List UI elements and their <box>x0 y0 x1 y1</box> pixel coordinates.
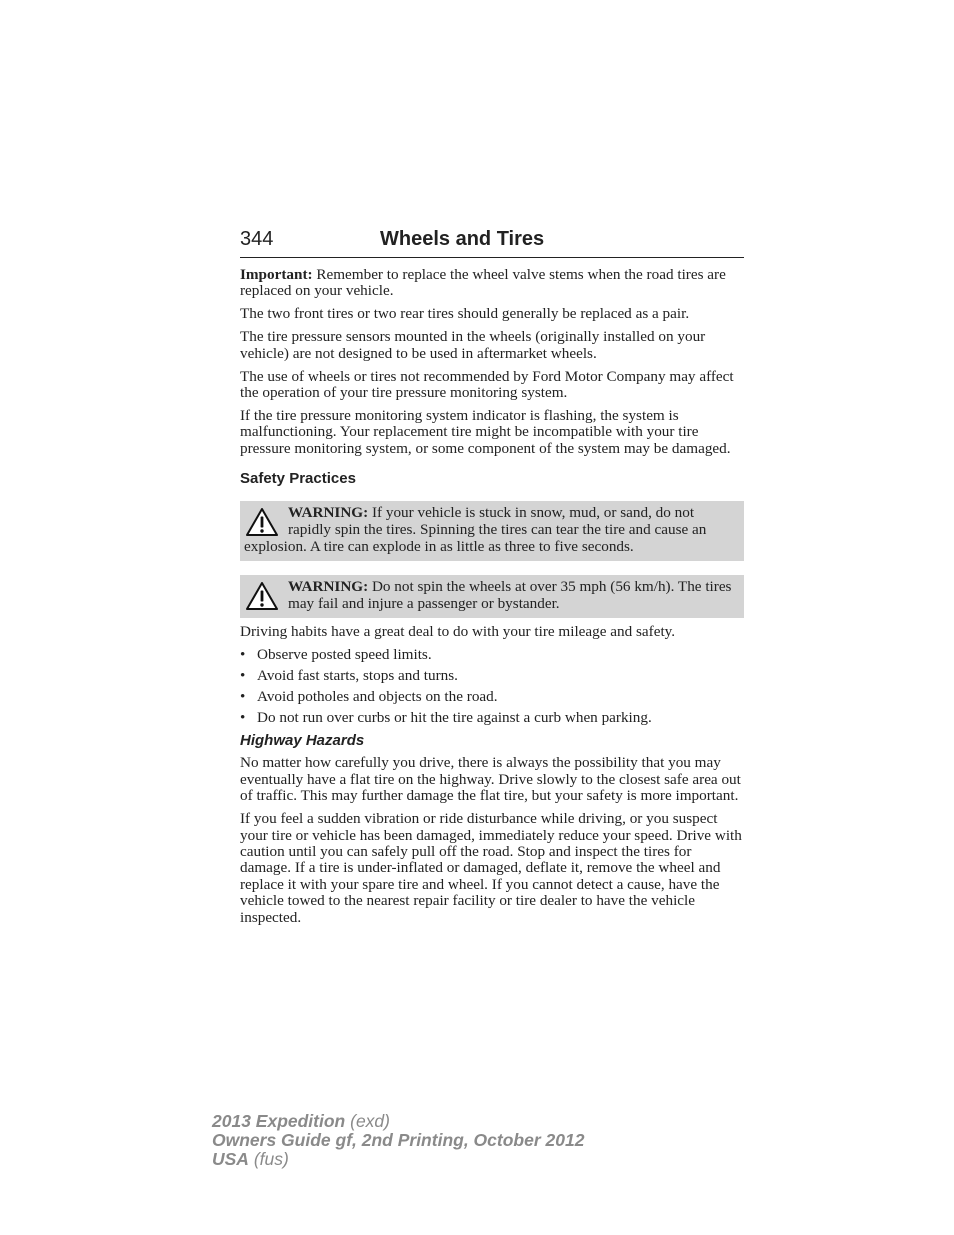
warning-label: WARNING: <box>288 578 369 596</box>
list-item <box>240 689 744 705</box>
bullet-icon: • <box>240 666 246 684</box>
footer-line <box>212 1131 584 1150</box>
paragraph: If the tire pressure monitoring system indicator is flashing, the system is malfunctioning. Your replacement tire might be incompatible with your tire pressure monitoring system, or some component of the system may be damaged. <box>240 406 731 457</box>
page-footer <box>212 1112 584 1169</box>
warning-text: Do not spin the wheels at over 35 mph (56 km/h). The tires may fail and injure a passenger or bystander. <box>288 578 732 613</box>
important-label: Important: <box>240 266 313 283</box>
list-item-text: Avoid fast starts, stops and turns. <box>257 666 458 684</box>
bullet-icon: • <box>240 708 246 726</box>
footer-printing: Owners Guide gf, 2nd Printing, October 2012 <box>212 1130 585 1150</box>
paragraph: The use of wheels or tires not recommended by Ford Motor Company may affect the operation of your tire pressure monitoring system. <box>240 367 734 401</box>
list-item-text: Do not run over curbs or hit the tire against a curb when parking. <box>257 708 652 726</box>
warning-label: WARNING: <box>288 504 369 522</box>
page-number: 344 <box>240 228 274 250</box>
bullet-icon: • <box>240 645 246 663</box>
paragraph: Driving habits have a great deal to do with your tire mileage and safety. <box>240 623 676 641</box>
bullet-icon: • <box>240 687 246 705</box>
warning-text: If your vehicle is stuck in snow, mud, or sand, do not rapidly spin the tires. Spinning the tires can tear the tire and cause an explosion. A tire can explode in as little as three to five seconds. <box>244 504 707 556</box>
warning-box <box>240 575 744 618</box>
list-item <box>240 710 744 726</box>
footer-model: 2013 Expedition <box>212 1111 346 1131</box>
manual-page <box>240 228 744 932</box>
list-item-text: Avoid potholes and objects on the road. <box>257 687 498 705</box>
footer-market: USA <box>212 1149 249 1169</box>
page-header <box>240 228 744 258</box>
paragraph: No matter how carefully you drive, there is always the possibility that you may eventually have a flat tire on the highway. Drive slowly to the closest safe area out of traffic. This may further damage the flat tire, but your safety is more important. <box>240 754 741 805</box>
bullet-list <box>240 647 744 726</box>
warning-triangle-icon <box>245 581 279 611</box>
list-item-text: Observe posted speed limits. <box>257 645 432 663</box>
important-note <box>240 267 744 300</box>
list-item <box>240 647 744 663</box>
footer-line <box>212 1150 584 1169</box>
paragraph: The two front tires or two rear tires should generally be replaced as a pair. <box>240 305 690 323</box>
subsection-heading-highway-hazards: Highway Hazards <box>240 732 365 750</box>
warning-box <box>240 501 744 561</box>
footer-market-code: (fus) <box>248 1149 289 1169</box>
page-title: Wheels and Tires <box>380 228 545 250</box>
important-text: Remember to replace the wheel valve stems when the road tires are replaced on your vehicle. <box>240 266 726 300</box>
paragraph: If you feel a sudden vibration or ride disturbance while driving, or you suspect your tire or vehicle has been damaged, immediately reduce your speed. Drive with caution until you can safely pull off the road. Stop and inspect the tires for damage. If a tire is under-inflated or damaged, deflate it, remove the wheel and replace it with your spare tire and wheel. If you cannot detect a cause, have the vehicle towed to the nearest repair facility or tire dealer to have the vehicle inspected. <box>240 810 742 926</box>
footer-line <box>212 1112 584 1131</box>
section-heading-safety-practices: Safety Practices <box>240 470 356 488</box>
warning-triangle-icon <box>245 507 279 537</box>
footer-model-code: (exd) <box>345 1111 390 1131</box>
list-item <box>240 668 744 684</box>
paragraph: The tire pressure sensors mounted in the wheels (originally installed on your vehicle) are not designed to be used in aftermarket wheels. <box>240 328 706 362</box>
